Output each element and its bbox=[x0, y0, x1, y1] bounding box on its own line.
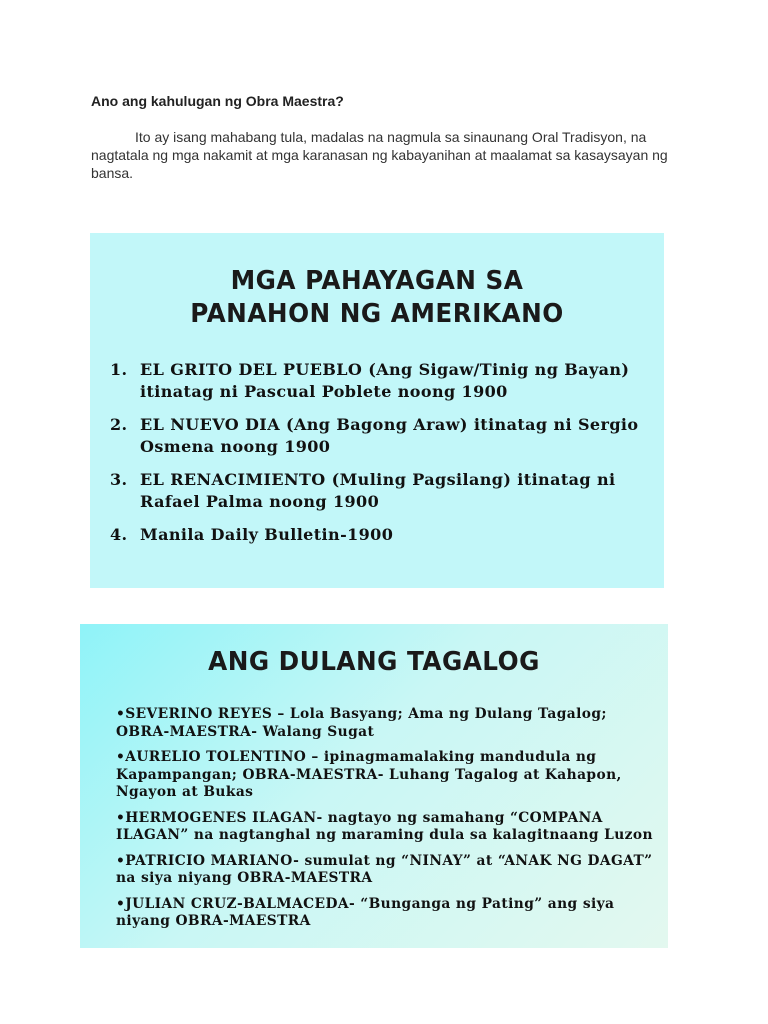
list-item-text: Manila Daily Bulletin-1900 bbox=[140, 525, 394, 544]
list-item-text: EL GRITO DEL PUEBLO (Ang Sigaw/Tinig ng Bayan) itinatag ni Pascual Poblete noong 1900 bbox=[140, 360, 630, 401]
title-line-2: PANAHON NG AMERIKANO bbox=[190, 299, 564, 329]
newspapers-list bbox=[110, 359, 644, 558]
definition-paragraph bbox=[91, 128, 681, 182]
list-item-number: 2. bbox=[110, 415, 128, 434]
tagalog-drama-slide-title: ANG DULANG TAGALOG bbox=[208, 647, 540, 677]
list-item-number: 3. bbox=[110, 470, 128, 489]
list-item-number: 1. bbox=[110, 360, 128, 379]
playwrights-list bbox=[116, 706, 656, 939]
list-item bbox=[110, 469, 644, 512]
paragraph-text: Ito ay isang mahabang tula, madalas na nagmula sa sinaunang Oral Tradisyon, na nagtatala ng mga nakamit at mga karanasan ng kabayanihan at maalamat sa kasaysayan ng bansa. bbox=[91, 129, 668, 181]
list-item: •PATRICIO MARIANO- sumulat ng “NINAY” at “ANAK NG DAGAT” na siya niyang OBRA-MAESTRA bbox=[116, 852, 653, 886]
list-item: •AURELIO TOLENTINO – ipinagmamalaking mandudula ng Kapampangan; OBRA-MAESTRA- Luhang Tagalog at Kahapon, Ngayon at Bukas bbox=[116, 749, 622, 800]
list-item-number: 4. bbox=[110, 525, 128, 544]
question-heading: Ano ang kahulugan ng Obra Maestra? bbox=[91, 93, 344, 109]
tagalog-drama-slide bbox=[80, 624, 668, 948]
newspapers-slide-title bbox=[104, 265, 649, 331]
list-item bbox=[110, 359, 644, 402]
list-item-text: EL RENACIMIENTO (Muling Pagsilang) itinatag ni Rafael Palma noong 1900 bbox=[140, 470, 616, 511]
list-item: •SEVERINO REYES – Lola Basyang; Ama ng Dulang Tagalog; OBRA-MAESTRA- Walang Sugat bbox=[116, 706, 607, 740]
list-item bbox=[110, 524, 644, 546]
list-item-text: EL NUEVO DIA (Ang Bagong Araw) itinatag ni Sergio Osmena noong 1900 bbox=[140, 415, 639, 456]
list-item bbox=[110, 414, 644, 457]
list-item: •HERMOGENES ILAGAN- nagtayo ng samahang “COMPANA ILAGAN” na nagtanghal ng maraming dula sa kalagitnaang Luzon bbox=[116, 809, 653, 843]
newspapers-slide bbox=[90, 233, 664, 588]
list-item: •JULIAN CRUZ-BALMACEDA- “Bunganga ng Pating” ang siya niyang OBRA-MAESTRA bbox=[116, 895, 615, 929]
title-line-1: MGA PAHAYAGAN SA bbox=[230, 266, 524, 296]
